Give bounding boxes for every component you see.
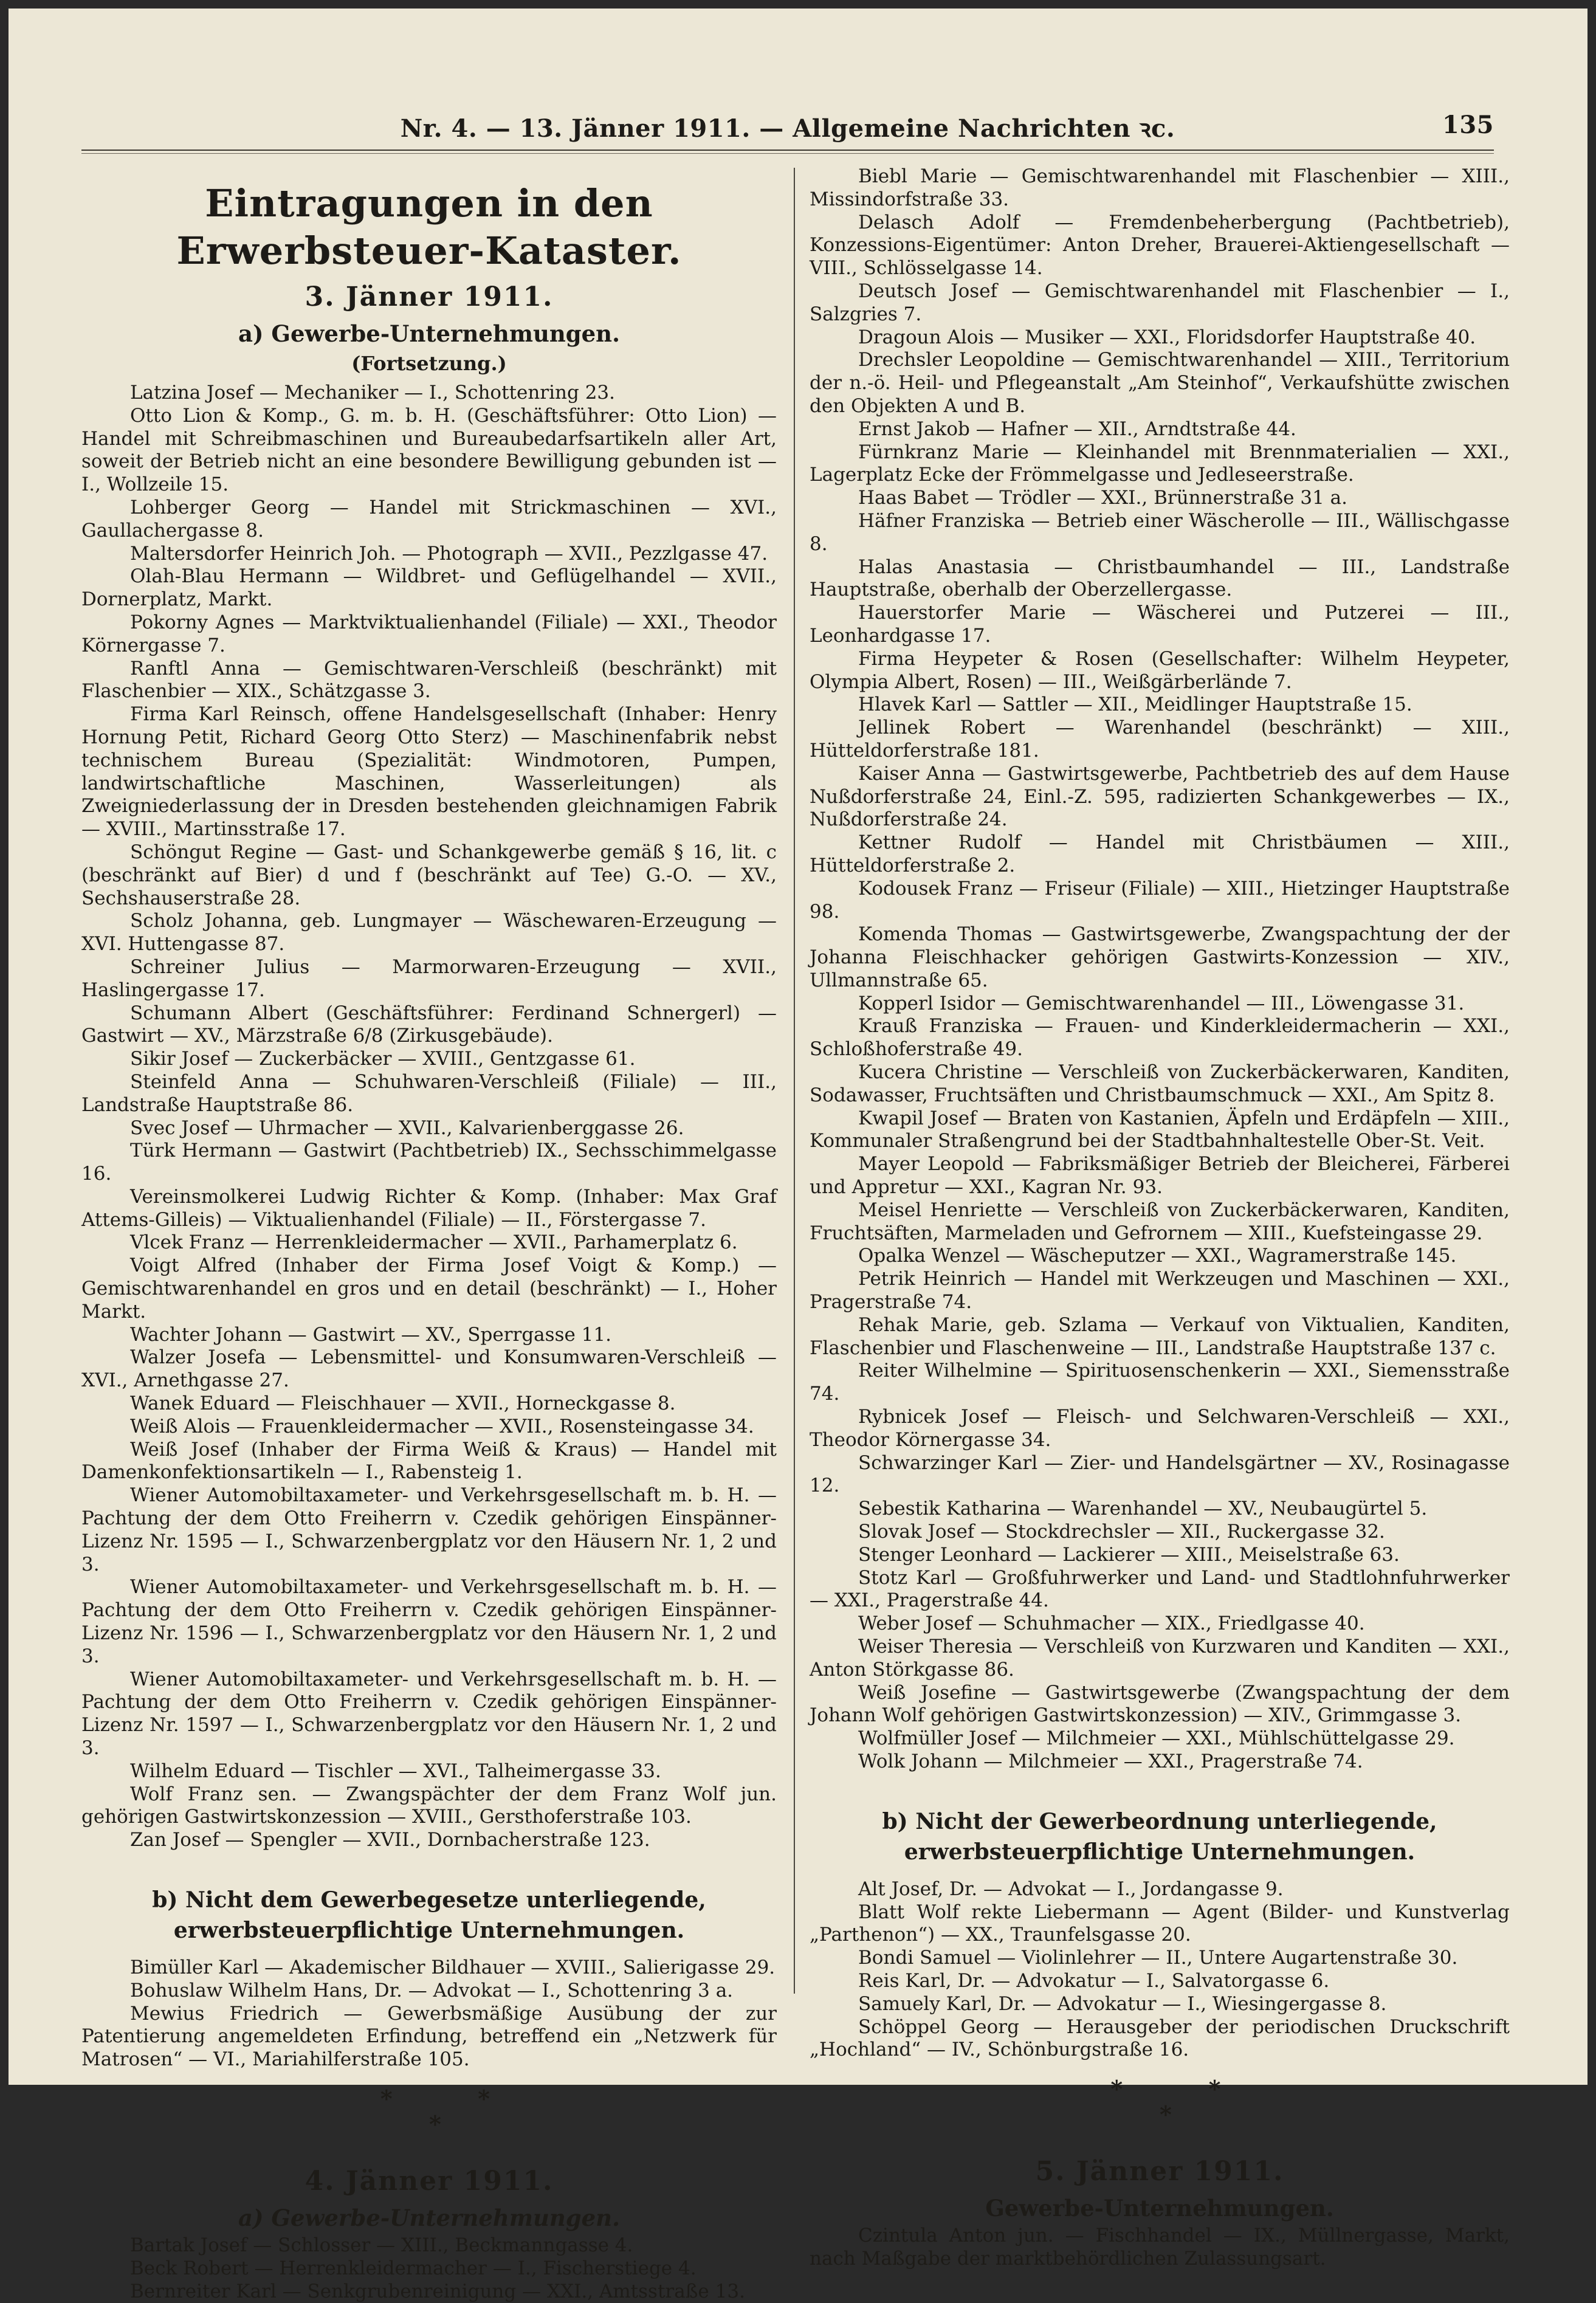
entry: Reis Karl, Dr. — Advokatur — I., Salvatorgasse 6. (858, 1969, 1330, 1992)
header-rule (81, 150, 1494, 154)
entry: Alt Josef, Dr. — Advokat — I., Jordangasse 9. (858, 1878, 1284, 1900)
page-number: 135 (1442, 111, 1494, 139)
section-heading-jan-5: Gewerbe-Unternehmungen. (985, 2195, 1334, 2222)
entry: Hauerstorfer Marie — Wäscherei und Putzerei — III., Leonhardgasse 17. (810, 602, 1510, 647)
entry: Voigt Alfred (Inhaber der Firma Josef Voigt & Komp.) — Gemischtwarenhandel en gros und en detail (beschränkt) — I., Hoher Markt. (81, 1255, 777, 1323)
section-b-heading-right: b) Nicht der Gewerbeordnung unterliegende, erwerbsteuerpflichtige Unternehmungen. (882, 1808, 1437, 1865)
entry-list-jan-4 (81, 2234, 777, 2303)
entry: Olah-Blau Hermann — Wildbret- und Geflügelhandel — XVII., Dornerplatz, Markt. (81, 565, 777, 611)
section-a-heading: a) Gewerbe-Unternehmungen. (238, 320, 620, 347)
entry: Wanek Eduard — Fleischhauer — XVII., Horneckgasse 8. (130, 1392, 676, 1415)
entry: Weiser Theresia — Verschleiß von Kurzwaren und Kanditen — XXI., Anton Störkgasse 86. (810, 1636, 1510, 1681)
page-header (81, 111, 1494, 147)
entry: Kodousek Franz — Friseur (Filiale) — XIII., Hietzinger Hauptstraße 98. (810, 877, 1510, 923)
entry: Fürnkranz Marie — Kleinhandel mit Brennmaterialien — XXI., Lagerplatz Ecke der Frömmelgasse und Jedleseerstraße. (810, 441, 1510, 486)
entry: Schöppel Georg — Herausgeber der periodischen Druckschrift „Hochland“ — IV., Schönburgstraße 16. (810, 2016, 1510, 2061)
entry: Wolf Franz sen. — Zwangspächter der dem Franz Wolf jun. gehörigen Gastwirtskonzession — XVIII., Gersthoferstraße 103. (81, 1783, 777, 1828)
entry: Wiener Automobiltaxameter- und Verkehrsgesellschaft m. b. H. — Pachtung der dem Otto Freiherrn v. Czedik gehörigen Einspänner-Lizenz Nr. 1596 — I., Schwarzenbergplatz vor den Häusern Nr. 1, 2 und 3. (81, 1576, 777, 1667)
entry: Kwapil Josef — Braten von Kastanien, Äpfeln und Erdäpfeln — XIII., Kommunaler Straßengrund bei der Stadtbahnhaltestelle Ober-St. Veit. (810, 1107, 1510, 1152)
entry: Vereinsmolkerei Ludwig Richter & Komp. (Inhaber: Max Graf Attems-Gilleis) — Viktualienhandel (Filiale) — II., Förstergasse 7. (81, 1185, 777, 1231)
left-column (81, 165, 777, 2302)
entry: Reiter Wilhelmine — Spirituosenschenkerin — XXI., Siemensstraße 74. (810, 1360, 1510, 1405)
entry: Zan Josef — Spengler — XVII., Dornbacherstraße 123. (130, 1829, 650, 1851)
entry: Schreiner Julius — Marmorwaren-Erzeugung — XVII., Haslingergasse 17. (81, 955, 777, 1001)
entry: Drechsler Leopoldine — Gemischtwarenhandel — XIII., Territorium der n.-ö. Heil- und Pflegeanstalt „Am Steinhof“, Verkaufshütte zwischen den Objekten A und B. (810, 349, 1510, 417)
entry: Lohberger Georg — Handel mit Strickmaschinen — XVI., Gaullachergasse 8. (81, 496, 777, 542)
entry: Türk Hermann — Gastwirt (Pachtbetrieb) IX., Sechsschimmelgasse 16. (81, 1140, 777, 1185)
entry: Scholz Johanna, geb. Lungmayer — Wäschewaren-Erzeugung — XVI. Huttengasse 87. (81, 910, 777, 955)
entry: Hlavek Karl — Sattler — XII., Meidlinger Hauptstraße 15. (858, 694, 1412, 716)
entry: Samuely Karl, Dr. — Advokatur — I., Wiesingergasse 8. (858, 1992, 1387, 2015)
entry: Jellinek Robert — Warenhandel (beschränkt) — XIII., Hütteldorferstraße 181. (810, 717, 1510, 762)
entry-list-b-right (810, 1878, 1510, 2062)
entry: Halas Anastasia — Christbaumhandel — III., Landstraße Hauptstraße, oberhalb der Oberzellergasse. (810, 556, 1510, 601)
entry: Wilhelm Eduard — Tischler — XVI., Talheimergasse 33. (130, 1760, 661, 1782)
entry: Blatt Wolf rekte Liebermann — Agent (Bilder- und Kunstverlag „Parthenon“) — XX., Traunfelsgasse 20. (810, 1901, 1510, 1946)
entry: Wiener Automobiltaxameter- und Verkehrsgesellschaft m. b. H. — Pachtung der dem Otto Freiherrn v. Czedik gehörigen Einspänner-Lizenz Nr. 1595 — I., Schwarzenbergplatz vor den Häusern Nr. 1, 2 und 3. (81, 1484, 777, 1575)
entry-list (81, 382, 777, 1852)
column-divider (794, 168, 795, 1994)
entry: Komenda Thomas — Gastwirtsgewerbe, Zwangspachtung der der Johanna Fleischhacker gehörigen Gastwirts-Konzession — XIV., Ullmannstraße 65. (810, 923, 1510, 991)
star: * (478, 2084, 490, 2112)
entry: Firma Karl Reinsch, offene Handelsgesellschaft (Inhaber: Henry Hornung Petit, Richard Georg Otto Sterz) — Maschinenfabrik nebst technischem Bureau (Spezialität: Windmotoren, Pumpen, landwirtschaftliche Maschinen, Wasserleitungen) als Zweigniederlassung der in Dresden bestehenden gleichnamigen Fabrik — XVIII., Martinsstraße 17. (81, 703, 777, 841)
entry-list-cont (810, 165, 1510, 1774)
entry: Otto Lion & Komp., G. m. b. H. (Geschäftsführer: Otto Lion) — Handel mit Schreibmaschinen und Bureaubedarfsartikeln aller Art, soweit der Betrieb nicht an eine besondere Bewilligung gebunden ist — I., Wollzeile 15. (81, 404, 777, 496)
entry: Wolfmüller Josef — Milchmeier — XXI., Mühlschüttelgasse 29. (858, 1727, 1455, 1750)
header-title: Nr. 4. — 13. Jänner 1911. — Allgemeine Nachrichten ꝛc. (400, 114, 1175, 143)
entry: Latzina Josef — Mechaniker — I., Schottenring 23. (130, 382, 615, 404)
entry: Schöngut Regine — Gast- und Schankgewerbe gemäß § 16, lit. c (beschränkt auf Bier) d und f (beschränkt auf Tee) G.-O. — XV., Sechshauserstraße 28. (81, 841, 777, 909)
entry: Opalka Wenzel — Wäscheputzer — XXI., Wagramerstraße 145. (858, 1245, 1457, 1267)
main-title: Eintragungen in den Erwerbsteuer-Kataster. (176, 181, 682, 273)
entry: Wachter Johann — Gastwirt — XV., Sperrgasse 11. (130, 1323, 611, 1346)
entry: Wiener Automobiltaxameter- und Verkehrsgesellschaft m. b. H. — Pachtung der dem Otto Freiherrn v. Czedik gehörigen Einspänner-Lizenz Nr. 1597 — I., Schwarzenbergplatz vor den Häusern Nr. 1, 2 und 3. (81, 1668, 777, 1760)
entry: Petrik Heinrich — Handel mit Werkzeugen und Maschinen — XXI., Pragerstraße 74. (810, 1268, 1510, 1313)
date-heading-jan-5: 5. Jänner 1911. (1035, 2156, 1284, 2188)
entry: Rybnicek Josef — Fleisch- und Selchwaren-Verschleiß — XXI., Theodor Körnergasse 34. (810, 1406, 1510, 1451)
entry: Weiß Alois — Frauenkleidermacher — XVII., Rosensteingasse 34. (130, 1415, 754, 1437)
entry: Bartak Josef — Schlosser — XIII., Beckmanngasse 4. (130, 2234, 633, 2256)
entry: Walzer Josefa — Lebensmittel- und Konsumwaren-Verschleiß — XVI., Arnethgasse 27. (81, 1346, 777, 1392)
entry: Schwarzinger Karl — Zier- und Handelsgärtner — XV., Rosinagasse 12. (810, 1451, 1510, 1497)
section-b-heading: b) Nicht dem Gewerbegesetze unterliegende, erwerbsteuerpflichtige Unternehmungen. (152, 1887, 706, 1943)
entry: Sikir Josef — Zuckerbäcker — XVIII., Gentzgasse 61. (130, 1048, 636, 1070)
star: * (1208, 2075, 1221, 2103)
entry: Weiß Josef (Inhaber der Firma Weiß & Kraus) — Handel mit Damenkonfektionsartikeln — I., Rabensteig 1. (81, 1438, 777, 1484)
entry: Kettner Rudolf — Handel mit Christbäumen — XIII., Hütteldorferstraße 2. (810, 831, 1510, 876)
star: * (1160, 2101, 1172, 2129)
entry: Wolk Johann — Milchmeier — XXI., Pragerstraße 74. (858, 1750, 1363, 1772)
continuation-note: (Fortsetzung.) (351, 352, 507, 375)
star: * (429, 2110, 441, 2138)
entry: Mewius Friedrich — Gewerbsmäßige Ausübung der zur Patentierung angemeldeten Erfindung, betreffend ein „Netzwerk für Matrosen“ — VI., Mariahilferstraße 105. (81, 2002, 777, 2071)
entry: Kaiser Anna — Gastwirtsgewerbe, Pachtbetrieb des auf dem Hause Nußdorferstraße 24, Einl.-Z. 595, radizierten Schankgewerbes — IX., Nußdorferstraße 24. (810, 762, 1510, 831)
separator-stars-right (810, 2071, 1510, 2144)
star: * (1110, 2075, 1123, 2103)
entry: Meisel Henriette — Verschleiß von Zuckerbäckerwaren, Kanditen, Fruchtsäften, Marmeladen und Gefrornem — XIII., Kuefsteingasse 29. (810, 1199, 1510, 1244)
entry: Sebestik Katharina — Warenhandel — XV., Neubaugürtel 5. (858, 1498, 1428, 1520)
entry: Krauß Franziska — Frauen- und Kinderkleidermacherin — XXI., Schloßhoferstraße 49. (810, 1015, 1510, 1061)
entry: Bimüller Karl — Akademischer Bildhauer — XVIII., Salierigasse 29. (130, 1957, 776, 1978)
entry: Pokorny Agnes — Marktviktualienhandel (Filiale) — XXI., Theodor Körnergasse 7. (81, 611, 777, 656)
date-heading-jan-4: 4. Jänner 1911. (304, 2165, 554, 2197)
entry-list-b (81, 1957, 777, 2071)
right-column (810, 165, 1510, 2270)
entry: Schumann Albert (Geschäftsführer: Ferdinand Schnergerl) — Gastwirt — XV., Märzstraße 6/8 (Zirkusgebäude). (81, 1002, 777, 1047)
entry-list-jan-5 (810, 2225, 1510, 2271)
entry: Bernreiter Karl — Senkgrubenreinigung — XXI., Amtsstraße 13. (130, 2280, 745, 2302)
star: * (380, 2084, 393, 2112)
entry: Vlcek Franz — Herrenkleidermacher — XVII., Parhamerplatz 6. (130, 1231, 738, 1254)
entry: Weber Josef — Schuhmacher — XIX., Friedlgasse 40. (858, 1613, 1365, 1635)
entry: Häfner Franziska — Betrieb einer Wäscherolle — III., Wällischgasse 8. (810, 509, 1510, 555)
entry: Stotz Karl — Großfuhrwerker und Land- und Stadtlohnfuhrwerker — XXI., Pragerstraße 44. (810, 1566, 1510, 1612)
section-a-heading-jan-4: a) Gewerbe-Unternehmungen. (238, 2204, 620, 2231)
entry: Weiß Josefine — Gastwirtsgewerbe (Zwangspachtung der dem Johann Wolf gehörigen Gastwirtskonzession) — XIV., Grimmgasse 3. (810, 1681, 1510, 1727)
entry: Haas Babet — Trödler — XXI., Brünnerstraße 31 a. (858, 487, 1347, 509)
entry: Bohuslaw Wilhelm Hans, Dr. — Advokat — I., Schottenring 3 a. (130, 1979, 734, 2002)
entry: Svec Josef — Uhrmacher — XVII., Kalvarienberggasse 26. (130, 1117, 684, 1139)
entry: Mayer Leopold — Fabriksmäßiger Betrieb der Bleicherei, Färberei und Appretur — XXI., Kagran Nr. 93. (810, 1153, 1510, 1199)
separator-stars (81, 2081, 777, 2154)
entry: Dragoun Alois — Musiker — XXI., Floridsdorfer Hauptstraße 40. (858, 326, 1476, 348)
entry: Kucera Christine — Verschleiß von Zuckerbäckerwaren, Kanditen, Sodawasser, Fruchtsäften und Christbaumschmuck — XXI., Am Spitz 8. (810, 1061, 1510, 1106)
entry: Ranftl Anna — Gemischtwaren-Verschleiß (beschränkt) mit Flaschenbier — XIX., Schätzgasse 3. (81, 657, 777, 703)
entry: Firma Heypeter & Rosen (Gesellschafter: Wilhelm Heypeter, Olympia Albert, Rosen) — III., Weißgärberlände 7. (810, 647, 1510, 693)
entry: Stenger Leonhard — Lackierer — XIII., Meiselstraße 63. (858, 1543, 1400, 1566)
entry: Deutsch Josef — Gemischtwarenhandel mit Flaschenbier — I., Salzgries 7. (810, 280, 1510, 325)
date-heading-jan-3: 3. Jänner 1911. (304, 281, 554, 312)
entry: Ernst Jakob — Hafner — XII., Arndtstraße 44. (858, 418, 1296, 440)
entry: Slovak Josef — Stockdrechsler — XII., Ruckergasse 32. (858, 1521, 1385, 1543)
entry: Beck Robert — Herrenkleidermacher — I., Fischerstiege 4. (130, 2257, 697, 2279)
newspaper-page (9, 9, 1587, 2302)
entry: Delasch Adolf — Fremdenbeherbergung (Pachtbetrieb), Konzessions-Eigentümer: Anton Dreher, Brauerei-Aktiengesellschaft — VIII., Schlösselgasse 14. (810, 211, 1510, 280)
entry: Czintula Anton jun. — Fischhandel — IX., Müllnergasse, Markt, nach Maßgabe der marktbehördlichen Zulassungsart. (810, 2225, 1510, 2270)
entry: Steinfeld Anna — Schuhwaren-Verschleiß (Filiale) — III., Landstraße Hauptstraße 86. (81, 1070, 777, 1116)
entry: Kopperl Isidor — Gemischtwarenhandel — III., Löwengasse 31. (858, 992, 1465, 1014)
entry: Biebl Marie — Gemischtwarenhandel mit Flaschenbier — XIII., Missindorfstraße 33. (810, 165, 1510, 210)
entry: Bondi Samuel — Violinlehrer — II., Untere Augartenstraße 30. (858, 1947, 1458, 1969)
entry: Maltersdorfer Heinrich Joh. — Photograph — XVII., Pezzlgasse 47. (130, 542, 768, 565)
entry: Rehak Marie, geb. Szlama — Verkauf von Viktualien, Kanditen, Flaschenbier und Flaschenweine — III., Landstraße Hauptstraße 137 c. (810, 1313, 1510, 1359)
